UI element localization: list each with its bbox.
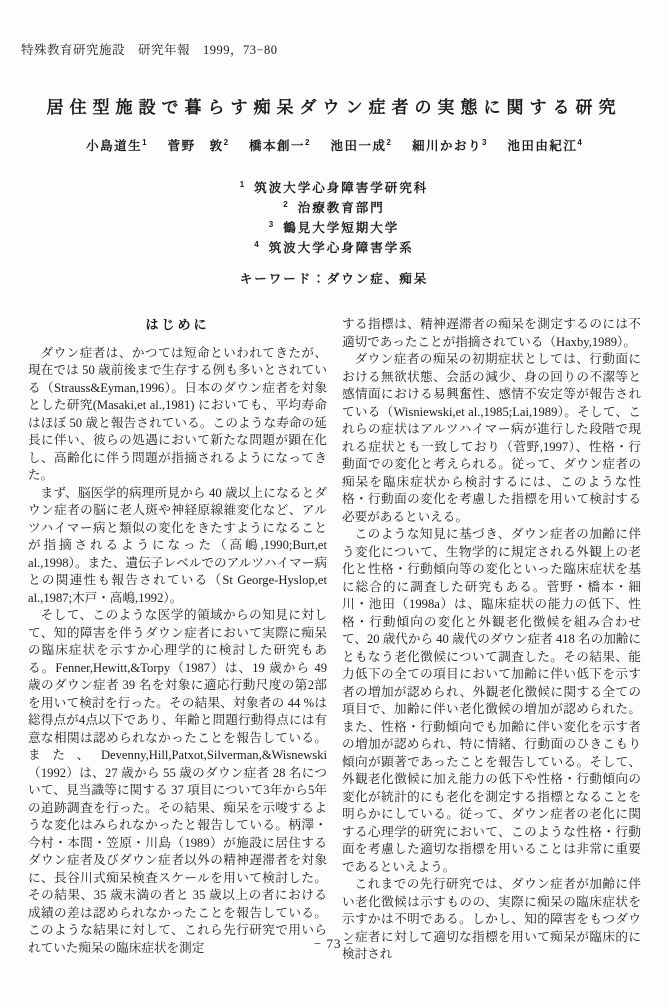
page-title: 居住型施設で暮らす痴呆ダウン症者の実態に関する研究 (46, 98, 622, 117)
paragraph: まず、脳医学的病理所見から 40 歳以上になるとダウン症者の脳に老人斑や神経原線維変化など、アルツハイマー病と類似の変化をきたすようになることが指摘されるようになった（高嶋,1990;Burt,et al.,1998）。また、遺伝子レベルでのアルツハイマー病との関連性も報告されている（St George-Hyslop,et al.,1987;木戸・高嶋,1992）。 (28, 485, 327, 605)
affiliation-name: 筑波大学心身障害学研究科 (254, 181, 429, 196)
affiliation (0, 215, 668, 235)
author (330, 139, 390, 153)
author (168, 139, 228, 153)
affiliation-mark: 1 (239, 180, 245, 189)
paragraph: する指標は、精神遅滞者の痴呆を測定するのには不適切であったことが指摘されている（Haxby,1989）。 (342, 317, 641, 349)
author-name: 池田由紀江 (507, 139, 578, 153)
author (507, 139, 581, 153)
author-affil-mark: 2 (305, 137, 310, 147)
author-name: 小島道生 (86, 139, 143, 153)
paragraph: ダウン症者は、かつては短命といわれてきたが、現在では 50 歳前後まで生存する例も多いとされている（Strauss&Eyman,1996）。日本のダウン症者を対象とした研究(Masaki,et al.,1981) においても、平均寿命はほぼ 50 歳と報告されている。このような寿命の延長に伴い、彼らの処遇において新たな問題が顕在化し、高齢化に伴う問題が指摘されるようになってきた。 (28, 345, 327, 482)
affiliation-mark: 2 (283, 200, 288, 209)
body-text (28, 316, 641, 964)
affiliation-name: 筑波大学心身障害学系 (268, 241, 414, 256)
author-name: 橋本創一 (249, 139, 306, 153)
affiliation (0, 235, 668, 255)
affiliation (0, 195, 668, 215)
author (86, 139, 146, 153)
author-affil-mark: 2 (386, 137, 391, 147)
affiliation-mark: 3 (268, 220, 274, 229)
left-column (28, 316, 327, 964)
affiliation (0, 175, 668, 195)
paragraph: これまでの先行研究では、ダウン症者が加齢に伴い老化徴候は示すものの、実際に痴呆の臨床症状を示すかは不明である。しかし、知的障害をもつダウン症者に対して適切な指標を用いて痴呆が臨床的に検討され (342, 877, 641, 961)
author-line (0, 136, 668, 154)
author (412, 139, 486, 153)
author-name: 細川かおり (411, 139, 482, 153)
journal-header: 特殊教育研究施設 研究年報 1999，73−80 (21, 43, 278, 57)
affiliation-list (0, 175, 668, 255)
author-name: 菅野 敦 (167, 139, 224, 153)
affiliation-name: 治療教育部門 (297, 201, 385, 216)
affiliation-mark: 4 (254, 240, 259, 249)
keywords-line: キーワード：ダウン症、痴呆 (239, 272, 429, 286)
author-affil-mark: 2 (223, 137, 229, 147)
paragraph: ダウン症者の痴呆の初期症状としては、行動面における無欲状態、会話の減少、身の回りの不潔等と感情面における易興奮性、感情不安定等が報告されている（Wisniewski,et al.,1985;Lai,1989）。そして、これらの症状はアルツハイマー病が進行した段階で現れる症状とも一致しており（菅野,1997）、性格・行動面での変化と考えられる。従って、ダウン症者の痴呆を臨床症状から検討するには、このような性格・行動面の変化を考慮した指標を用いて検討する必要があるといえる。 (342, 352, 641, 524)
author-affil-mark: 1 (142, 137, 147, 147)
paragraph: そして、このような医学的領域からの知見に対して、知的障害を伴うダウン症者において実際に痴呆の臨床症状を示すか心理学的に検討した研究もある。Fenner,Hewitt,&Torpy（1987）は、19 歳から 49 歳のダウン症者 39 名を対象に適応行動尺度の第2部を用いて検討を行った。その結果、対象者の 44 %は総得点が4点以下であり、年齢と問題行動得点には有意な相関は認められなかったことを報告している。また、Devenny,Hill,Patxot,Silverman,&Wisnewski（1992）は、27 歳から 55 歳のダウン症者 28 名について、見当識等に関する 37 項目について3年から5年の追跡調査を行った。その結果、痴呆を示唆するような変化はみられなかったと報告している。柄澤・今村・本間・笠原・川島（1989）が施設に居住するダウン症者及びダウン症者以外の精神遅滞者を対象に、長谷川式痴呆検査スケールを用いて検討した。その結果、35 歳未満の者と 35 歳以上の者における成績の差は認められなかったことを報告している。このような結果に対して、これら先行研究で用いられていた痴呆の臨床症状を測定 (28, 608, 327, 955)
affiliation-name: 鶴見大学短期大学 (283, 221, 400, 236)
right-column (342, 316, 641, 964)
section-heading: はじめに (145, 317, 210, 332)
author-affil-mark: 3 (481, 137, 487, 147)
author-affil-mark: 4 (577, 137, 582, 147)
author (249, 139, 309, 153)
paragraph: このような知見に基づき、ダウン症者の加齢に伴う変化について、生物学的に規定される外観上の老化と性格・行動傾向等の変化といった臨床症状を基に総合的に調査した研究もある。菅野・橋本・細川・池田（1998a）は、臨床症状の能力の低下、性格・行動傾向の変化と外観老化徴候を組み合わせて、20 歳代から 40 歳代のダウン症者 418 名の加齢にともなう老化徴候について調査した。その結果、能力低下の全ての項目において加齢に伴い低下を示す者の増加が認められ、外観老化徴候に関する全ての項目で、加齢に伴い老化徴候の増加が認められた。また、性格・行動傾向でも加齢に伴い変化を示す者の増加が認められ、特に情緒、行動面のひきこもり傾向が顕著であったことを報告している。そして、外観老化徴候に加え能力の低下や性格・行動傾向の変化が統計的にも老化を測定する指標となることを明らかにしている。従って、ダウン症者の老化に関する心理学的研究において、このような性格・行動面を考慮した適切な指標を用いることは非常に重要であるといえよう。 (342, 527, 641, 874)
page-number: − 73 − (313, 936, 355, 951)
author-name: 池田一成 (330, 139, 387, 153)
